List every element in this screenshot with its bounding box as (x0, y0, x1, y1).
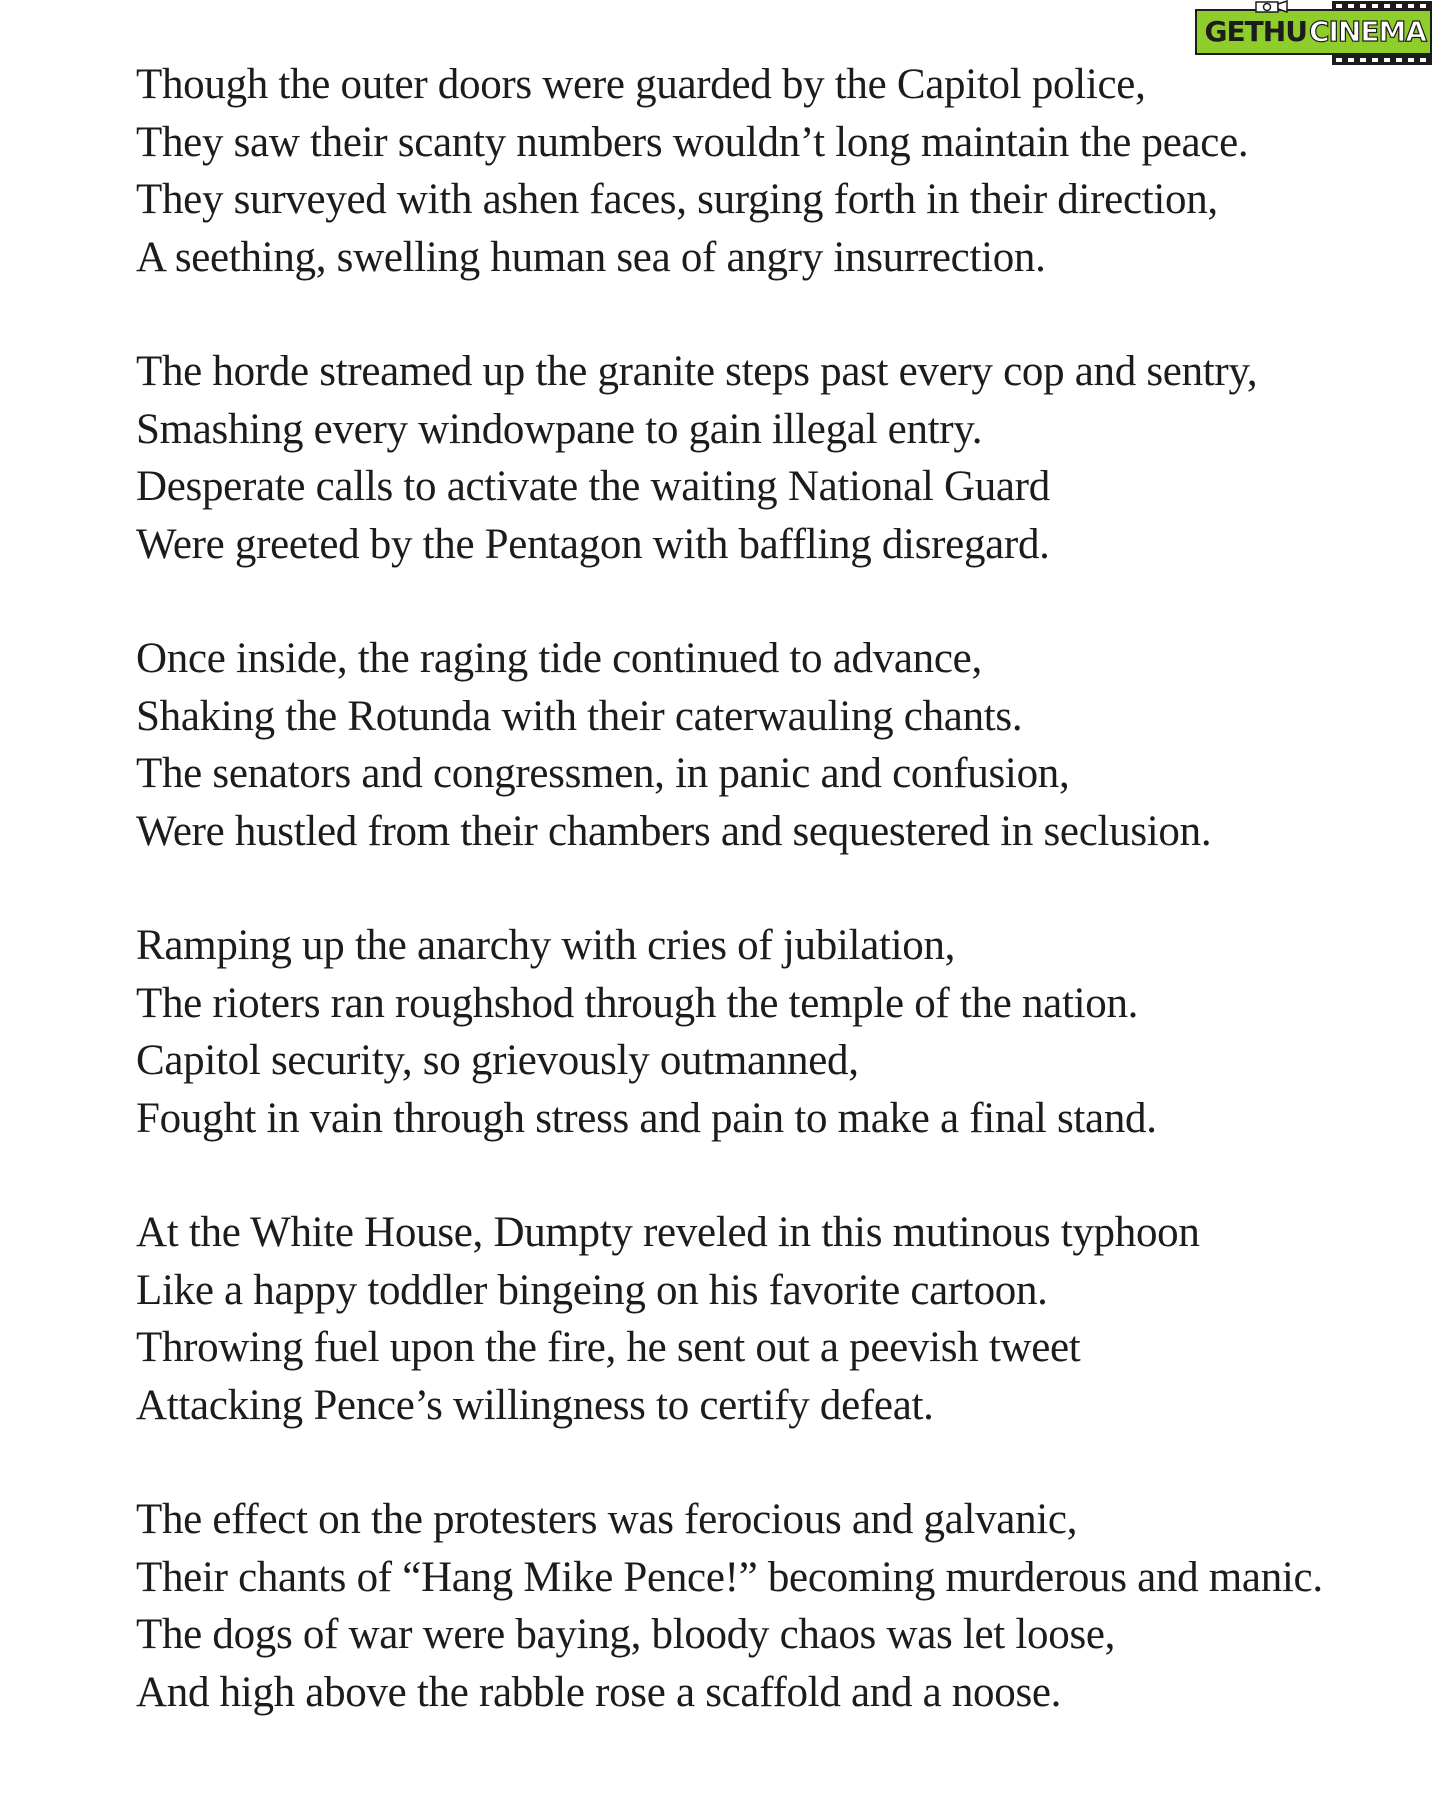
poem-line: And high above the rabble rose a scaffold and a noose. (136, 1668, 1062, 1716)
poem-line: Shaking the Rotunda with their caterwauling chants. (136, 692, 1023, 740)
poem-line: Attacking Pence’s willingness to certify defeat. (136, 1381, 934, 1429)
poem-line: The horde streamed up the granite steps past every cop and sentry, (136, 348, 1258, 395)
stanza (136, 56, 1416, 286)
poem-line: Capitol security, so grievously outmanned, (136, 1037, 859, 1084)
poem-line: Their chants of “Hang Mike Pence!” becoming murderous and manic. (136, 1553, 1323, 1601)
poem-line: Throwing fuel upon the fire, he sent out a peevish tweet (136, 1324, 1081, 1371)
watermark-logo (1195, 6, 1432, 58)
stanza (136, 1491, 1416, 1721)
poem-line: Though the outer doors were guarded by the Capitol police, (136, 61, 1146, 108)
poem-line: The dogs of war were baying, bloody chaos was let loose, (136, 1611, 1116, 1658)
poem-body (136, 56, 1416, 1778)
poem-line: Fought in vain through stress and pain to make a final stand. (136, 1094, 1157, 1142)
poem-line: The effect on the protesters was ferocious and galvanic, (136, 1496, 1078, 1543)
stanza (136, 343, 1416, 573)
poem-line: Smashing every windowpane to gain illegal entry. (136, 405, 983, 453)
film-strip-icon (1332, 1, 1432, 11)
poem-line: The rioters ran roughshod through the temple of the nation. (136, 979, 1139, 1027)
poem-line: The senators and congressmen, in panic and confusion, (136, 750, 1070, 797)
watermark-text-left: GETHU (1204, 15, 1307, 48)
stanza (136, 630, 1416, 860)
poem-line: Once inside, the raging tide continued to advance, (136, 635, 982, 682)
poem-line: They saw their scanty numbers wouldn’t long maintain the peace. (136, 118, 1249, 166)
poem-line: Desperate calls to activate the waiting National Guard (136, 463, 1050, 510)
poem-line: Like a happy toddler bingeing on his favorite cartoon. (136, 1266, 1048, 1314)
poem-line: Ramping up the anarchy with cries of jubilation, (136, 922, 956, 969)
poem-line: Were greeted by the Pentagon with baffling disregard. (136, 520, 1050, 568)
camera-icon (1255, 0, 1289, 13)
poem-line: At the White House, Dumpty reveled in this mutinous typhoon (136, 1209, 1200, 1256)
poem-line: They surveyed with ashen faces, surging forth in their direction, (136, 176, 1218, 223)
watermark-text-right: CINEMA (1308, 15, 1426, 48)
stanza (136, 917, 1416, 1147)
watermark-badge (1195, 9, 1432, 55)
poem-line: Were hustled from their chambers and sequestered in seclusion. (136, 807, 1212, 855)
stanza (136, 1204, 1416, 1434)
poem-line: A seething, swelling human sea of angry insurrection. (136, 233, 1046, 281)
